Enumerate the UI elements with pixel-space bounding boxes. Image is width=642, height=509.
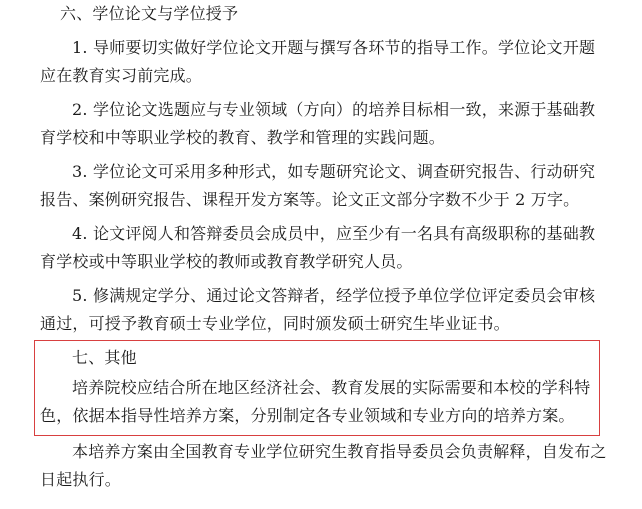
- section-7-heading: 七、其他: [72, 348, 137, 367]
- item-3-line-2: 报告、案例研究报告、课程开发方案等。论文正文部分字数不少于 2 万字。: [40, 190, 580, 209]
- item-5-line-1: 5. 修满规定学分、通过论文答辩者，经学位授予单位学位评定委员会审核: [72, 286, 596, 305]
- closing-line-2: 日起执行。: [40, 470, 122, 489]
- section-7-line-1: 培养院校应结合所在地区经济社会、教育发展的实际需要和本校的学科特: [72, 378, 591, 397]
- item-4-line-2: 育学校或中等职业学校的教师或教育教学研究人员。: [40, 252, 413, 271]
- item-5-line-2: 通过，可授予教育硕士专业学位，同时颁发硕士研究生毕业证书。: [40, 314, 510, 333]
- item-1-line-2: 应在教育实习前完成。: [40, 66, 203, 85]
- closing-line-1: 本培养方案由全国教育专业学位研究生教育指导委员会负责解释，自发布之: [72, 442, 607, 461]
- item-4-line-1: 4. 论文评阅人和答辩委员会成员中，应至少有一名具有高级职称的基础教: [72, 224, 596, 243]
- item-2-line-1: 2. 学位论文选题应与专业领域（方向）的培养目标相一致，来源于基础教: [72, 100, 596, 119]
- item-3-line-1: 3. 学位论文可采用多种形式，如专题研究论文、调查研究报告、行动研究: [72, 162, 596, 181]
- item-1-line-1: 1. 导师要切实做好学位论文开题与撰写各环节的指导工作。学位论文开题: [72, 38, 596, 57]
- item-2-line-2: 育学校和中等职业学校的教育、教学和管理的实践问题。: [40, 128, 446, 147]
- section-6-heading: 六、学位论文与学位授予: [60, 4, 239, 23]
- section-7-line-2: 色，依据本指导性培养方案，分别制定各专业领域和专业方向的培养方案。: [40, 406, 575, 425]
